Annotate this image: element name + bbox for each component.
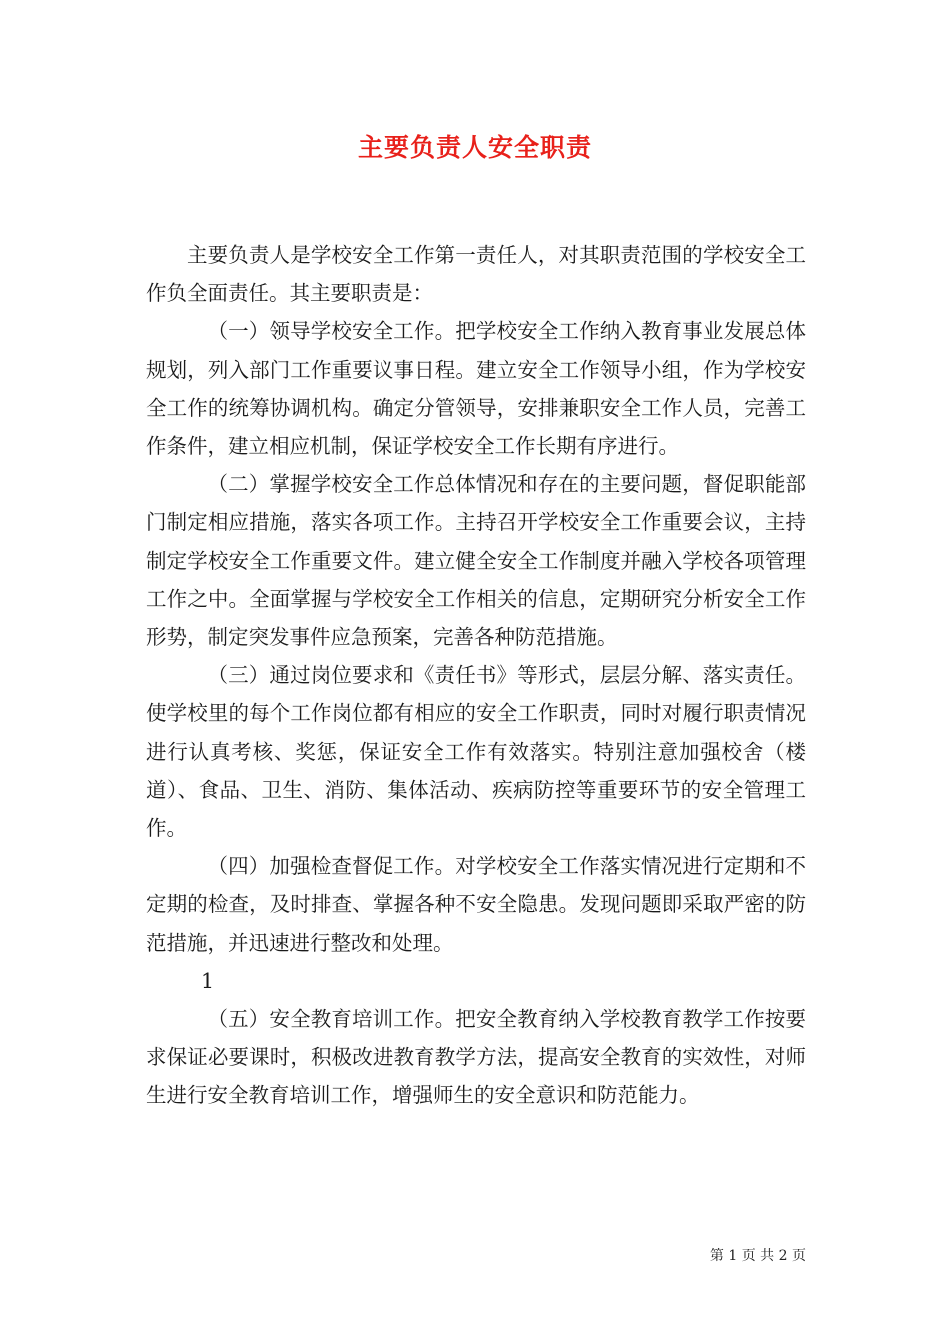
page-footer: 第 1 页 共 2 页 xyxy=(709,1248,806,1264)
document-body xyxy=(146,236,806,1115)
inline-page-number: 1 xyxy=(201,968,215,993)
duty-paragraph-2: （二）掌握学校安全工作总体情况和存在的主要问题，督促职能部门制定相应措施，落实各项工作。主持召开学校安全工作重要会议，主持制定学校安全工作重要文件。建立健全安全工作制度并融入学校各项管理工作之中。全面掌握与学校安全工作相关的信息，定期研究分析安全工作形势，制定突发事件应急预案，完善各种防范措施。 xyxy=(146,472,806,650)
duty-paragraph-1: （一）领导学校安全工作。把学校安全工作纳入教育事业发展总体规划，列入部门工作重要议事日程。建立安全工作领导小组，作为学校安全工作的统筹协调机构。确定分管领导，安排兼职安全工作人员，完善工作条件，建立相应机制，保证学校安全工作长期有序进行。 xyxy=(146,319,806,459)
intro-paragraph: 主要负责人是学校安全工作第一责任人，对其职责范围的学校安全工作负全面责任。其主要职责是： xyxy=(146,243,806,306)
duty-paragraph-5: （五）安全教育培训工作。把安全教育纳入学校教育教学工作按要求保证必要课时，积极改进教育教学方法，提高安全教育的实效性，对师生进行安全教育培训工作，增强师生的安全意识和防范能力。 xyxy=(146,1007,806,1108)
page-title: 主要负责人安全职责 xyxy=(357,133,592,162)
duty-paragraph-4: （四）加强检查督促工作。对学校安全工作落实情况进行定期和不定期的检查，及时排查、掌握各种不安全隐患。发现问题即采取严密的防范措施，并迅速进行整改和处理。 xyxy=(146,854,806,955)
duty-paragraph-3: （三）通过岗位要求和《责任书》等形式，层层分解、落实责任。使学校里的每个工作岗位都有相应的安全工作职责，同时对履行职责情况进行认真考核、奖惩，保证安全工作有效落实。特别注意加强校舍（楼道）、食品、卫生、消防、集体活动、疾病防控等重要环节的安全管理工作。 xyxy=(146,663,806,841)
